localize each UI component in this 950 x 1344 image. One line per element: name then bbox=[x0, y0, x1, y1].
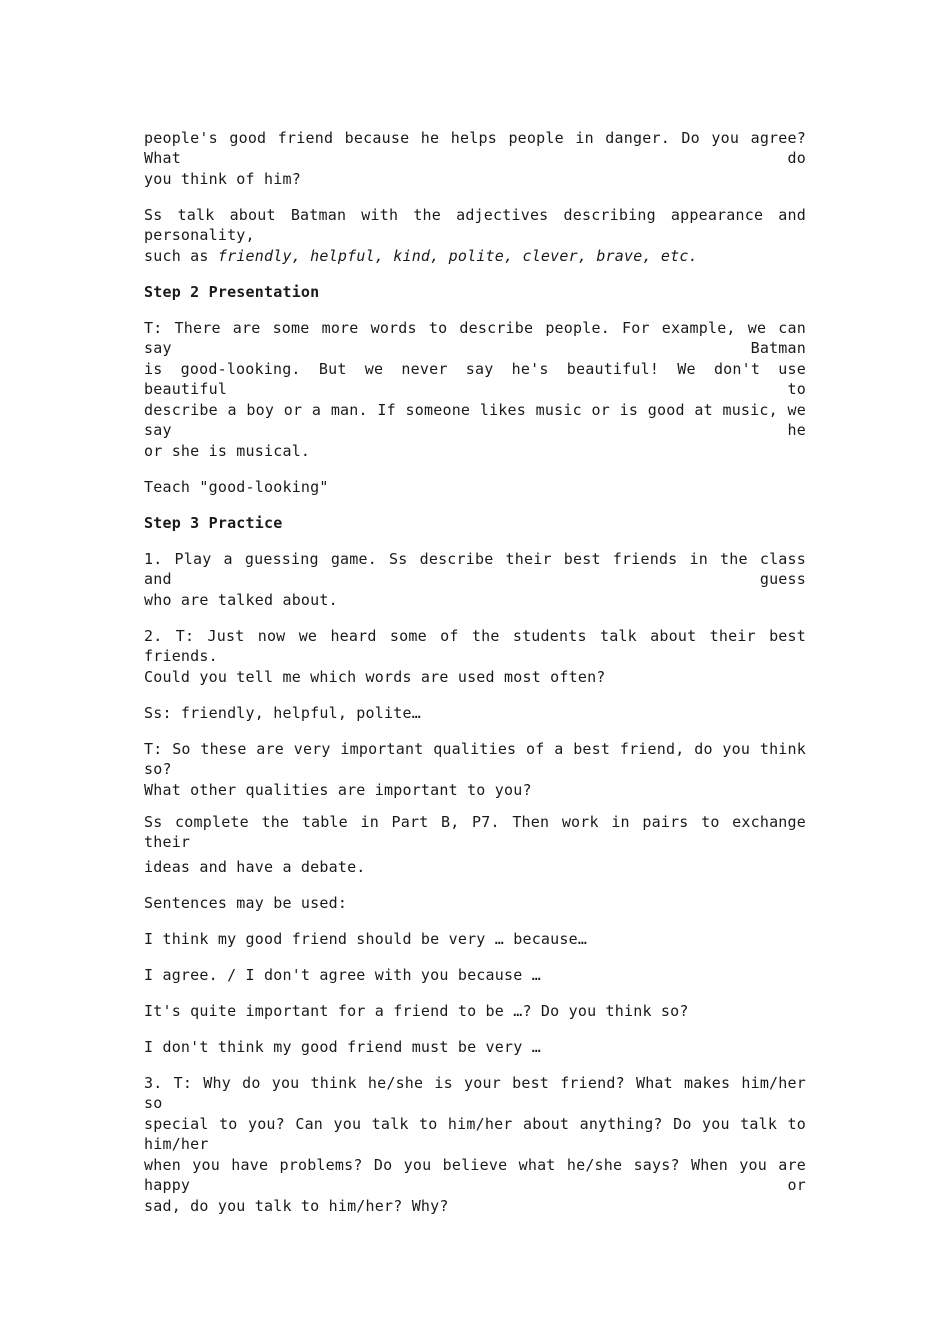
text-line: is good-looking. But we never say he's beautiful! We don't use beautiful to bbox=[144, 360, 806, 398]
text-line: What other qualities are important to you? bbox=[144, 781, 532, 799]
text-line: T: So these are very important qualities of a best friend, do you think so? bbox=[144, 740, 806, 778]
text-line: ideas and have a debate. bbox=[144, 858, 366, 876]
text-line: or she is musical. bbox=[144, 442, 311, 460]
text-line: people's good friend because he helps people in danger. Do you agree? What do bbox=[144, 129, 806, 167]
text-line: I agree. / I don't agree with you because … bbox=[144, 966, 541, 984]
text-line: I don't think my good friend must be very … bbox=[144, 1038, 541, 1056]
text-line: who are talked about. bbox=[144, 591, 338, 609]
text-line: sad, do you talk to him/her? Why? bbox=[144, 1197, 449, 1215]
text-line bbox=[144, 246, 806, 266]
text-line: Ss complete the table in Part B, P7. Then work in pairs to exchange their bbox=[144, 813, 806, 851]
text-line: Sentences may be used: bbox=[144, 894, 348, 912]
text-line: Could you tell me which words are used most often? bbox=[144, 668, 606, 686]
text-line: Ss: friendly, helpful, polite… bbox=[144, 704, 421, 722]
text-line: special to you? Can you talk to him/her about anything? Do you talk to him/her bbox=[144, 1115, 806, 1153]
text-line: I think my good friend should be very … because… bbox=[144, 930, 588, 948]
text-line: Ss talk about Batman with the adjectives describing appearance and personality, bbox=[144, 206, 806, 244]
text-line: 3. T: Why do you think he/she is your best friend? What makes him/her so bbox=[144, 1074, 806, 1112]
section-heading-step-3: Step 3 Practice bbox=[144, 514, 283, 532]
text-line: when you have problems? Do you believe what he/she says? When you are happy or bbox=[144, 1156, 806, 1194]
text-line: T: There are some more words to describe people. For example, we can say Batman bbox=[144, 319, 806, 357]
text-line: describe a boy or a man. If someone likes music or is good at music, we say he bbox=[144, 401, 806, 439]
text-line: you think of him? bbox=[144, 170, 301, 188]
section-heading-step-2: Step 2 Presentation bbox=[144, 283, 320, 301]
text-span: such as bbox=[144, 247, 218, 265]
text-line: It's quite important for a friend to be …? Do you think so? bbox=[144, 1002, 689, 1020]
adjective-list: friendly, helpful, kind, polite, clever, brave, etc. bbox=[217, 247, 698, 265]
text-line: Teach "good-looking" bbox=[144, 478, 329, 496]
text-line: 1. Play a guessing game. Ss describe their best friends in the class and guess bbox=[144, 550, 806, 588]
text-line: 2. T: Just now we heard some of the students talk about their best friends. bbox=[144, 627, 806, 665]
